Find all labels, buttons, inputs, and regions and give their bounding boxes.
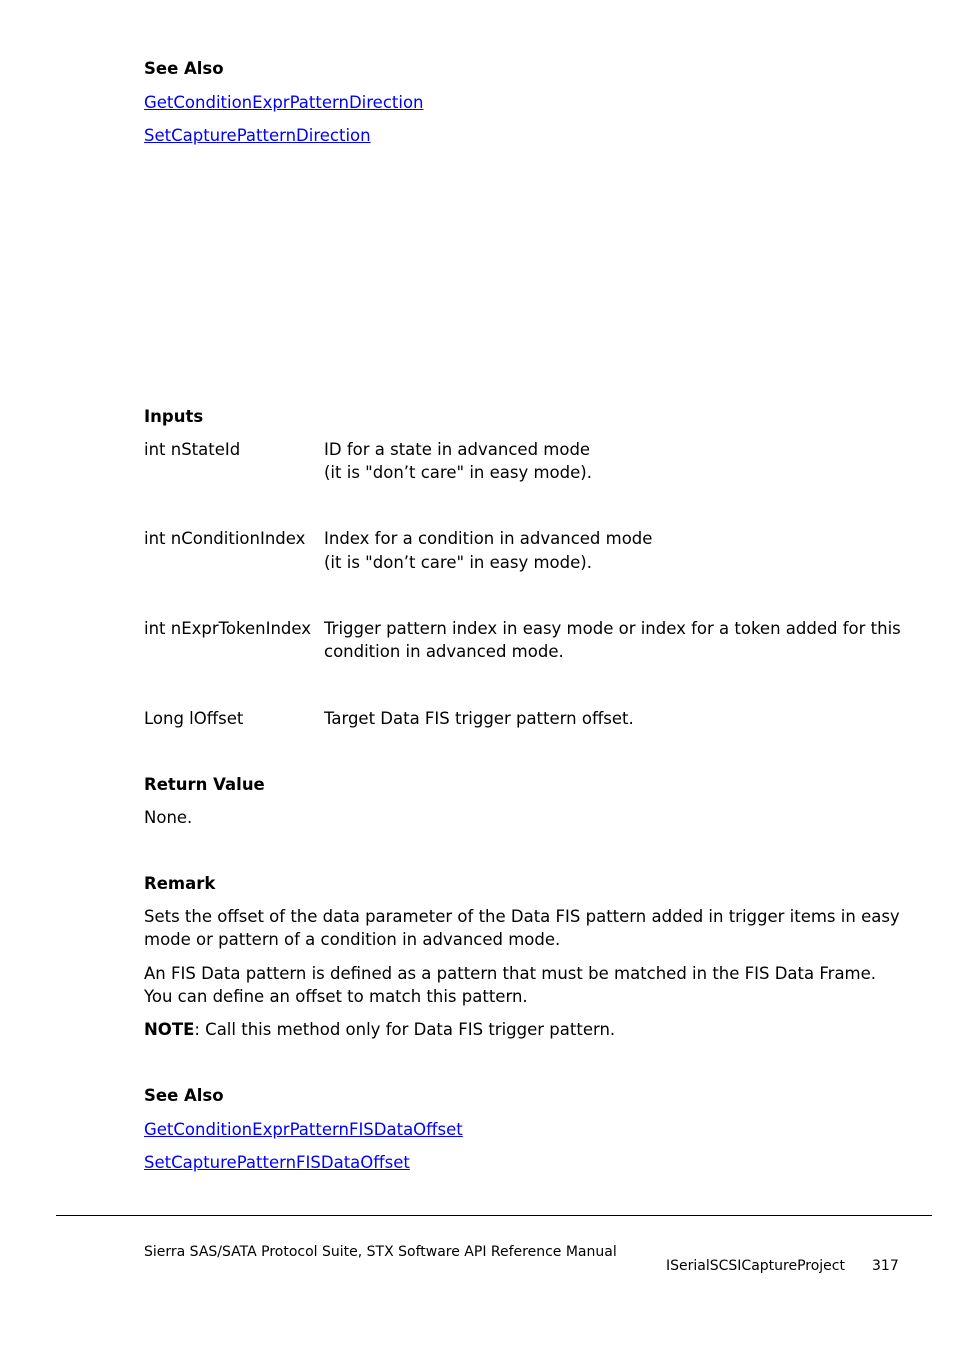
- note-text: : Call this method only for Data FIS trigger pattern.: [194, 1020, 616, 1039]
- remark-heading: Remark: [144, 874, 216, 893]
- inputs-heading: Inputs: [144, 407, 204, 426]
- footer-section: ISerialSCSICaptureProject: [666, 1258, 845, 1274]
- page-number: 317: [872, 1258, 899, 1274]
- footer-divider: [56, 1215, 932, 1216]
- param-name: Long lOffset: [144, 709, 244, 728]
- remark-paragraph: An FIS Data pattern is defined as a pattern that must be matched in the FIS Data Frame. You can define an offset to match this pattern.: [144, 964, 877, 1006]
- param-description: Trigger pattern index in easy mode or index for a token added for this: [324, 619, 901, 638]
- link-get-condition-expr-pattern-direction[interactable]: GetConditionExprPatternDirection: [144, 93, 424, 112]
- param-description: (it is "don’t care" in easy mode).: [324, 463, 592, 482]
- param-name: int nStateId: [144, 440, 241, 459]
- link-set-capture-pattern-fis-data-offset[interactable]: SetCapturePatternFISDataOffset: [144, 1153, 410, 1172]
- link-get-condition-expr-pattern-fis-data-offset[interactable]: GetConditionExprPatternFISDataOffset: [144, 1120, 463, 1139]
- note-label: NOTE: [144, 1020, 195, 1039]
- param-description: Index for a condition in advanced mode: [324, 529, 653, 548]
- return-value-text: None.: [144, 808, 193, 827]
- see-also-heading: See Also: [144, 1086, 224, 1105]
- remark-paragraph: Sets the offset of the data parameter of the Data FIS pattern added in trigger items in easy mode or pattern of a condition in advanced mode.: [144, 907, 900, 949]
- param-description: (it is "don’t care" in easy mode).: [324, 553, 592, 572]
- param-name: int nConditionIndex: [144, 529, 306, 548]
- param-description: condition in advanced mode.: [324, 642, 564, 661]
- link-set-capture-pattern-direction[interactable]: SetCapturePatternDirection: [144, 126, 371, 145]
- param-description: ID for a state in advanced mode: [324, 440, 591, 459]
- param-name: int nExprTokenIndex: [144, 619, 312, 638]
- param-description: Target Data FIS trigger pattern offset.: [324, 709, 634, 728]
- footer-title: Sierra SAS/SATA Protocol Suite, STX Software API Reference Manual: [144, 1244, 617, 1260]
- return-value-heading: Return Value: [144, 775, 265, 794]
- note-line: [144, 1018, 615, 1041]
- see-also-heading: See Also: [144, 59, 224, 78]
